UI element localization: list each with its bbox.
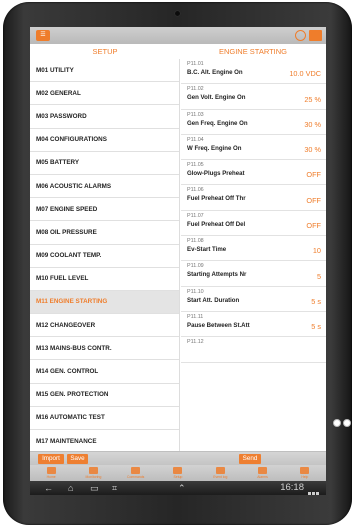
param-code: P11.08: [187, 238, 204, 245]
param-row[interactable]: [181, 185, 326, 210]
nav-tab-label: Home: [46, 475, 56, 479]
app-top-bar: [30, 27, 326, 44]
screen: [30, 27, 326, 495]
param-code: P11.04: [187, 136, 204, 143]
menu-item[interactable]: M09 COOLANT TEMP.: [30, 245, 179, 268]
screenshot-icon[interactable]: ⌗: [112, 483, 118, 493]
param-row[interactable]: [181, 160, 326, 185]
param-value[interactable]: 5 s: [311, 322, 321, 332]
param-row[interactable]: [181, 59, 326, 84]
nav-tab-label: Setup: [173, 475, 183, 479]
menu-item[interactable]: M07 ENGINE SPEED: [30, 198, 179, 221]
help-icon: [300, 467, 309, 474]
monitoring-icon: [89, 467, 98, 474]
param-row[interactable]: [181, 337, 326, 362]
nav-tab-label: Alarms: [257, 475, 268, 479]
clock: 16:18: [280, 482, 304, 493]
param-code: P11.06: [187, 187, 204, 194]
param-name: Fuel Preheat Off Del: [187, 220, 246, 228]
param-row[interactable]: [181, 261, 326, 286]
save-button[interactable]: Save: [67, 454, 88, 464]
section-header: ENGINE STARTING: [218, 47, 288, 56]
menu-item[interactable]: M15 GEN. PROTECTION: [30, 384, 179, 407]
param-row[interactable]: [181, 110, 326, 135]
menu-item[interactable]: M01 UTILITY: [30, 59, 179, 82]
bottom-nav: [30, 465, 326, 481]
menu-item[interactable]: M08 OIL PRESSURE: [30, 221, 179, 244]
param-name: Start Att. Duration: [187, 296, 240, 304]
param-row[interactable]: [181, 312, 326, 337]
param-row[interactable]: [181, 84, 326, 109]
param-value[interactable]: 5 s: [311, 296, 321, 306]
param-name: Gen Volt. Engine On: [187, 94, 246, 102]
nav-tab-label: Monitoring: [85, 475, 102, 479]
parameter-list: [181, 59, 326, 363]
nav-tab[interactable]: [72, 465, 114, 481]
home-icon: [47, 467, 56, 474]
nav-tab-label: Help: [301, 475, 309, 479]
param-row[interactable]: [181, 211, 326, 236]
param-row[interactable]: [181, 135, 326, 160]
nav-tab[interactable]: [157, 465, 199, 481]
param-code: P11.10: [187, 288, 204, 295]
param-code: P11.11: [187, 313, 204, 320]
param-code: P11.09: [187, 263, 204, 270]
nav-tab-label: Commands: [127, 475, 145, 479]
nav-tab[interactable]: [284, 465, 326, 481]
param-name: Starting Attempts Nr: [187, 271, 247, 279]
param-row[interactable]: [181, 236, 326, 261]
menu-item[interactable]: M17 MAINTENANCE: [30, 430, 179, 453]
param-code: P11.02: [187, 86, 204, 93]
event-log-icon: [216, 467, 225, 474]
recent-apps-icon[interactable]: ▭: [90, 483, 99, 493]
back-icon[interactable]: ←: [44, 483, 53, 493]
nav-tab[interactable]: [199, 465, 241, 481]
param-code: P11.07: [187, 212, 204, 219]
param-code: P11.12: [187, 339, 204, 346]
setup-menu: [30, 59, 180, 453]
send-button[interactable]: Send: [239, 454, 261, 464]
nav-tab-label: Event log: [213, 475, 228, 479]
param-code: P11.03: [187, 111, 204, 118]
setup-header: SETUP: [92, 47, 118, 56]
nav-tab[interactable]: [30, 465, 72, 481]
param-value[interactable]: 5: [316, 271, 321, 281]
param-row[interactable]: [181, 287, 326, 312]
param-value[interactable]: 10.0 VDC: [289, 69, 321, 79]
front-camera: [175, 11, 180, 16]
param-name: Glow-Plugs Preheat: [187, 170, 245, 178]
refresh-icon[interactable]: [295, 30, 306, 41]
tablet-frame: [3, 2, 352, 525]
param-name: Ev-Start Time: [187, 246, 227, 254]
android-nav-bar: [30, 481, 326, 495]
action-bar: [30, 451, 326, 465]
nav-tab[interactable]: [115, 465, 157, 481]
param-name: Gen Freq. Engine On: [187, 119, 248, 127]
param-name: B.C. Alt. Engine On: [187, 69, 243, 76]
param-code: P11.01: [187, 61, 204, 67]
menu-item[interactable]: M02 GENERAL: [30, 82, 179, 105]
setup-icon: [173, 467, 182, 474]
menu-item[interactable]: M03 PASSWORD: [30, 105, 179, 128]
menu-item[interactable]: M10 FUEL LEVEL: [30, 268, 179, 291]
side-button: [333, 419, 341, 427]
commands-icon: [131, 467, 140, 474]
menu-item[interactable]: M11 ENGINE STARTING: [30, 291, 179, 314]
param-value[interactable]: 30 %: [304, 119, 321, 129]
connection-icon[interactable]: [309, 30, 322, 41]
menu-item[interactable]: M12 CHANGEOVER: [30, 314, 179, 337]
menu-item[interactable]: M13 MAINS-BUS CONTR.: [30, 337, 179, 360]
menu-item[interactable]: M04 CONFIGURATIONS: [30, 129, 179, 152]
param-value[interactable]: OFF: [306, 195, 321, 205]
side-button: [343, 419, 351, 427]
param-value[interactable]: 10: [312, 246, 321, 256]
import-button[interactable]: Import: [38, 454, 64, 464]
home-icon[interactable]: ⌂: [68, 483, 74, 493]
param-name: W Freq. Engine On: [187, 144, 242, 152]
menu-item[interactable]: M14 GEN. CONTROL: [30, 360, 179, 383]
param-value[interactable]: 30 %: [304, 145, 321, 155]
menu-item[interactable]: M06 ACOUSTIC ALARMS: [30, 175, 179, 198]
param-name: Pause Between St.Att: [187, 321, 250, 329]
menu-item[interactable]: M16 AUTOMATIC TEST: [30, 407, 179, 430]
chevron-up-icon[interactable]: ⌃: [178, 483, 186, 493]
param-code: P11.05: [187, 162, 204, 169]
param-name: Fuel Preheat Off Thr: [187, 195, 246, 203]
menu-item[interactable]: M05 BATTERY: [30, 152, 179, 175]
param-value[interactable]: OFF: [306, 221, 321, 231]
param-value[interactable]: 25 %: [304, 94, 321, 104]
param-value[interactable]: OFF: [306, 170, 321, 180]
signal-icon: [307, 485, 321, 491]
app-menu-icon[interactable]: ☰: [36, 30, 50, 41]
alarms-icon: [258, 467, 267, 474]
nav-tab[interactable]: [241, 465, 283, 481]
